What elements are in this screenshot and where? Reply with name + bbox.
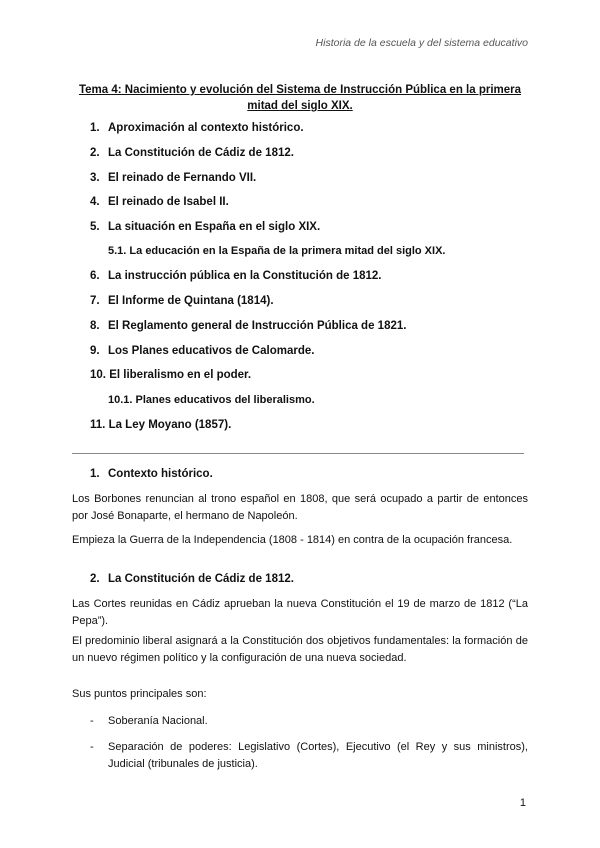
toc-item-label: La instrucción pública en la Constitución de 1812. bbox=[108, 270, 382, 282]
paragraph: Sus puntos principales son: bbox=[72, 688, 207, 700]
toc-item bbox=[90, 147, 294, 159]
bullet-text: Soberanía Nacional. bbox=[108, 715, 208, 727]
toc-item-label: La Ley Moyano (1857). bbox=[108, 419, 232, 431]
toc-item bbox=[90, 270, 382, 282]
bullet-dash: - bbox=[90, 715, 94, 727]
toc-item-number: 9. bbox=[90, 345, 100, 357]
toc-item-number: 6. bbox=[90, 270, 100, 282]
bullet-text: Separación de poderes: Legislativo (Cortes), Ejecutivo (el Rey y sus ministros), Judicial (tribunales de justicia). bbox=[108, 741, 528, 770]
toc-item-number: 10. bbox=[90, 369, 106, 381]
toc-item-number: 7. bbox=[90, 295, 100, 307]
toc-item-label: El liberalismo en el poder. bbox=[109, 369, 252, 381]
toc-item bbox=[90, 122, 304, 134]
toc-item-label: Los Planes educativos de Calomarde. bbox=[108, 345, 315, 357]
toc-item-number: 11. bbox=[90, 419, 106, 431]
toc-item-number: 8. bbox=[90, 320, 100, 332]
section-number: 1. bbox=[90, 468, 100, 480]
page-number: 1 bbox=[519, 797, 526, 809]
toc-item-label: Aproximación al contexto histórico. bbox=[108, 122, 304, 134]
bullet-dash: - bbox=[90, 741, 94, 753]
toc-subitem bbox=[108, 245, 445, 257]
paragraph: Las Cortes reunidas en Cádiz aprueban la nueva Constitución el 19 de marzo de 1812 (“La Pepa”). bbox=[72, 598, 528, 627]
toc-item bbox=[90, 345, 314, 357]
toc-item bbox=[90, 320, 406, 332]
section-title: La Constitución de Cádiz de 1812. bbox=[108, 573, 294, 585]
paragraph: El predominio liberal asignará a la Constitución dos objetivos fundamentales: la formación de un nuevo régimen político y la configuración de una nueva sociedad. bbox=[72, 635, 528, 664]
toc-item-number: 1. bbox=[90, 122, 100, 134]
toc-item bbox=[90, 221, 320, 233]
toc-subitem bbox=[108, 394, 315, 406]
running-header: Historia de la escuela y del sistema educativo bbox=[315, 37, 528, 49]
paragraph: Los Borbones renuncian al trono español en 1808, que será ocupado a partir de entonces por José Bonaparte, el hermano de Napoleón. bbox=[72, 493, 528, 522]
section-heading bbox=[90, 468, 213, 480]
toc-item-label: La situación en España en el siglo XIX. bbox=[108, 221, 321, 233]
toc-item-label: El reinado de Fernando VII. bbox=[108, 172, 257, 184]
toc-item bbox=[90, 196, 229, 208]
section-heading bbox=[90, 573, 294, 585]
section-number: 2. bbox=[90, 573, 100, 585]
section-title: Contexto histórico. bbox=[108, 468, 213, 480]
toc-item-label: El Informe de Quintana (1814). bbox=[108, 295, 274, 307]
toc-item-number: 3. bbox=[90, 172, 100, 184]
toc-item-number: 10.1. bbox=[108, 394, 133, 406]
horizontal-divider bbox=[72, 453, 524, 454]
toc-item-number: 5. bbox=[90, 221, 100, 233]
toc-item-label: La educación en la España de la primera mitad del siglo XIX. bbox=[129, 245, 446, 257]
toc-item-label: El reinado de Isabel II. bbox=[108, 196, 229, 208]
toc-item-number: 4. bbox=[90, 196, 100, 208]
bullet-item bbox=[90, 713, 528, 730]
toc-item bbox=[90, 419, 231, 431]
toc-item-label: El Reglamento general de Instrucción Pública de 1821. bbox=[108, 320, 407, 332]
toc-item-number: 5.1. bbox=[108, 245, 127, 257]
bullet-item bbox=[90, 739, 528, 773]
paragraph: Empieza la Guerra de la Independencia (1808 - 1814) en contra de la ocupación francesa. bbox=[72, 534, 513, 546]
toc-item bbox=[90, 172, 256, 184]
toc-item bbox=[90, 369, 251, 381]
toc-item-number: 2. bbox=[90, 147, 100, 159]
toc-item-label: Planes educativos del liberalismo. bbox=[135, 394, 315, 406]
toc-item bbox=[90, 295, 274, 307]
document-title: Tema 4: Nacimiento y evolución del Sistema de Instrucción Pública en la primera mitad del siglo XIX. bbox=[78, 84, 522, 112]
toc-item-label: La Constitución de Cádiz de 1812. bbox=[108, 147, 294, 159]
